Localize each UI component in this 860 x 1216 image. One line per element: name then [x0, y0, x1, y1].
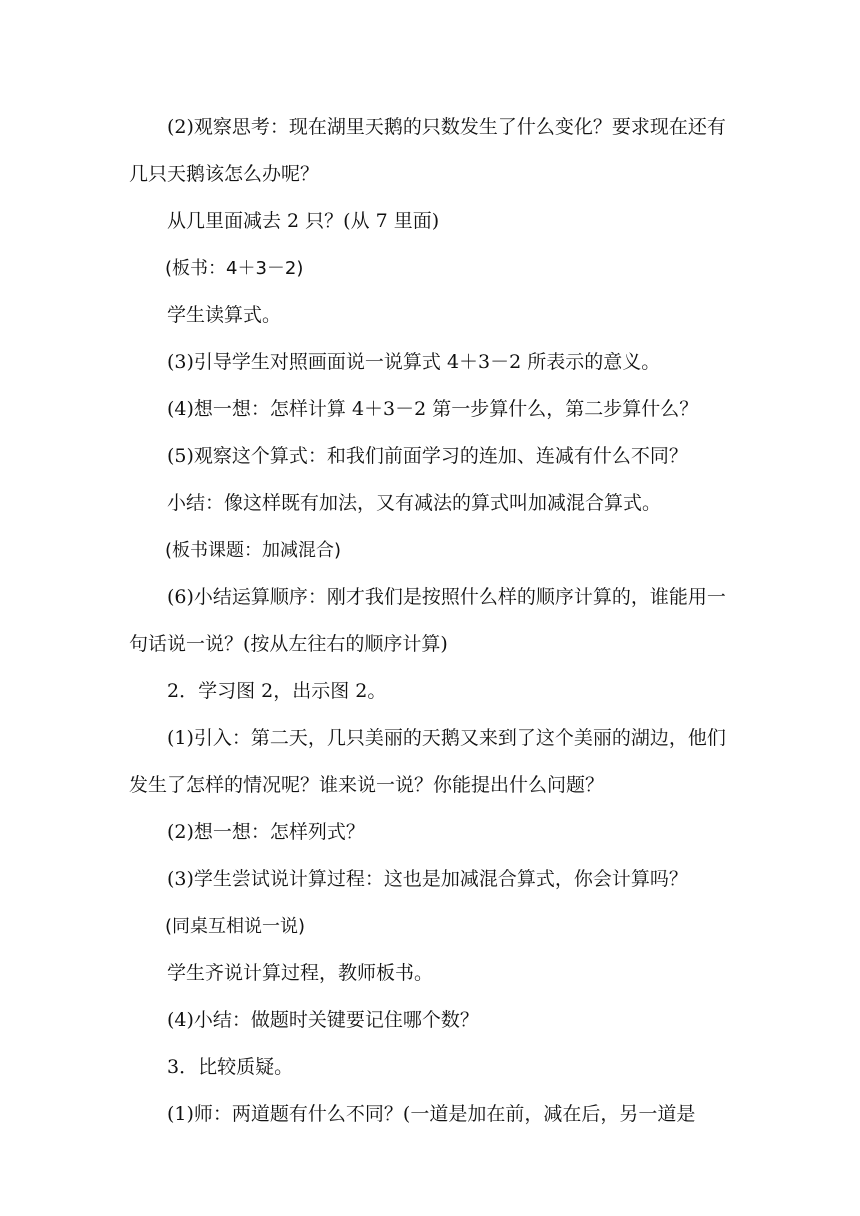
- paragraph-board-equation: (板书：4＋3－2): [165, 258, 304, 279]
- paragraph-teacher-question: (1)师：两道题有什么不同？(一道是加在前，减在后，另一道是: [167, 1103, 696, 1125]
- document-body: [129, 104, 733, 1138]
- paragraph-deskmates-discuss: (同桌互相说一说): [165, 916, 306, 937]
- paragraph-subtract-from: 从几里面减去 2 只？(从 7 里面): [167, 210, 440, 232]
- paragraph-write-equation: (2)想一想：怎样列式？: [167, 821, 365, 843]
- paragraph-explain-meaning: (3)引导学生对照画面说一说算式 4＋3－2 所表示的意义。: [167, 351, 661, 373]
- paragraph-calculation-steps: (4)想一想：怎样计算 4＋3－2 第一步算什么，第二步算什么？: [167, 398, 699, 420]
- paragraph-second-day-intro: (1)引入：第二天，几只美丽的天鹅又来到了这个美丽的湖边，他们发生了怎样的情况呢？谁来说一说？你能提出什么问题？: [129, 727, 726, 796]
- paragraph-students-read: 学生读算式。: [167, 304, 282, 326]
- paragraph-observe-difference: (5)观察这个算式：和我们前面学习的连加、连减有什么不同？: [167, 445, 688, 467]
- paragraph-operation-order: (6)小结运算顺序：刚才我们是按照什么样的顺序计算的，谁能用一句话说一说？(按从左往右的顺序计算): [129, 586, 726, 655]
- paragraph-swan-change-question: (2)观察思考：现在湖里天鹅的只数发生了什么变化？要求现在还有几只天鹅该怎么办呢？: [129, 116, 726, 185]
- paragraph-attempt-calculation: (3)学生尝试说计算过程：这也是加减混合算式，你会计算吗？: [167, 868, 688, 890]
- paragraph-compare-heading: 3．比较质疑。: [167, 1056, 294, 1078]
- paragraph-summary-mixed-operations: 小结：像这样既有加法，又有减法的算式叫加减混合算式。: [167, 492, 662, 514]
- paragraph-students-recite: 学生齐说计算过程，教师板书。: [167, 962, 434, 984]
- paragraph-key-number-summary: (4)小结：做题时关键要记住哪个数？: [167, 1009, 479, 1031]
- paragraph-figure-2-heading: 2．学习图 2，出示图 2。: [167, 680, 387, 702]
- paragraph-board-title: (板书课题：加减混合): [165, 540, 342, 561]
